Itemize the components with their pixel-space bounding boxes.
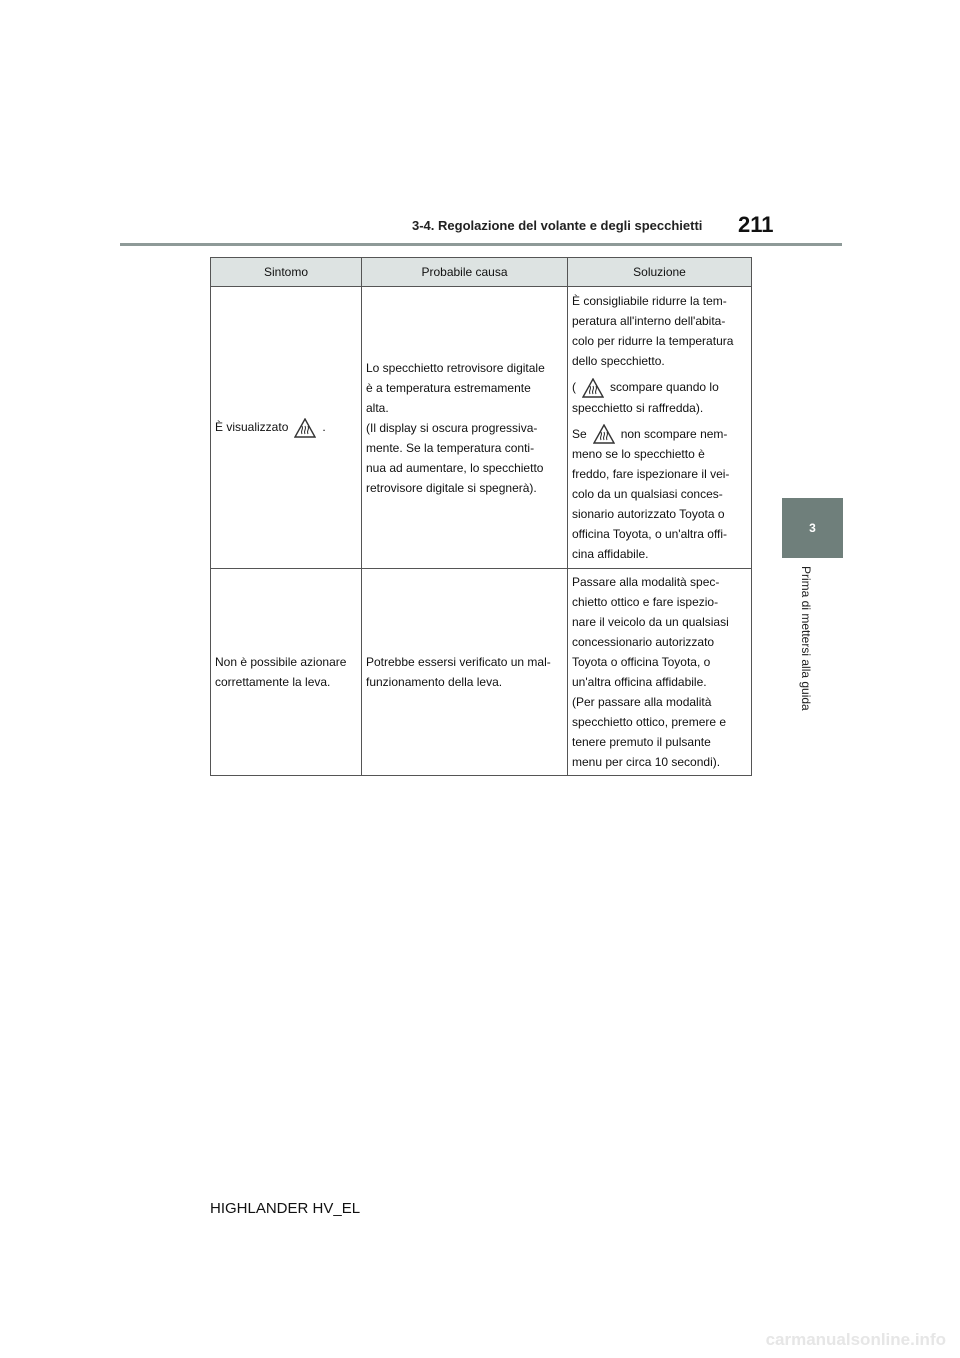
header-symptom: Sintomo [211,258,362,287]
symptom-cell [211,569,362,776]
solution-cell [568,569,752,776]
solution-line: meno se lo specchietto è [572,447,705,462]
symptom-cell [211,287,362,569]
troubleshooting-table [210,257,752,776]
mirror-overheat-warning-icon [582,378,604,398]
solution-line: colo da un qualsiasi conces- [572,487,723,502]
cause-line: mente. Se la temperatura conti- [366,440,535,455]
page-number: 211 [738,212,774,237]
footer-model: HIGHLANDER HV_EL [210,1200,361,1217]
solution-line: specchietto si raffredda). [572,400,704,415]
cause-line: alta. [366,400,389,415]
symptom-text: È visualizzato [215,420,289,435]
cause-line: (Il display si oscura progressiva- [366,420,538,435]
cause-cell [362,287,568,569]
solution-if [572,424,747,445]
mirror-overheat-warning-icon [294,418,316,438]
paren-open: ( [572,379,576,394]
solution-line: un'altra officina affidabile. [572,675,707,689]
cause-line: funzionamento della leva. [366,675,503,689]
symptom-line: correttamente la leva. [215,675,331,689]
cause-line: nua ad aumentare, lo specchietto [366,460,544,475]
solution-line: cina affidabile. [572,547,649,562]
solution-line: dello specchietto. [572,353,665,368]
cause-line: è a temperatura estremamente [366,380,531,395]
solution-line: peratura all'interno dell'abita- [572,313,726,328]
solution-line: specchietto ottico, premere e [572,715,727,729]
symptom-period: . [322,420,326,435]
mirror-overheat-warning-icon [593,424,615,444]
solution-line: È consigliabile ridurre la tem- [572,293,727,308]
cause-line: Potrebbe essersi verificato un mal- [366,655,551,669]
solution-line: Toyota o officina Toyota, o [572,655,711,669]
table-header-row [211,258,752,287]
solution-line: Passare alla modalità spec- [572,575,720,589]
cause-cell [362,569,568,776]
chapter-tab [782,498,843,558]
table-row [211,569,752,776]
section-title: 3-4. Regolazione del volante e degli specchietti [412,218,703,233]
chapter-title: Prima di mettersi alla guida [799,566,813,711]
solution-line: officina Toyota, o un'altra offi- [572,527,728,542]
solution-if-post: non scompare nem- [620,426,728,441]
header-rule [120,243,842,246]
solution-line: (Per passare alla modalità [572,695,712,709]
cause-line: Lo specchietto retrovisore digitale [366,360,545,375]
solution-line: nare il veicolo da un qualsiasi [572,615,729,629]
table-row [211,287,752,569]
solution-line: menu per circa 10 secondi). [572,755,721,769]
header-solution: Soluzione [568,258,752,287]
solution-line: freddo, fare ispezionare il vei- [572,467,730,482]
solution-line: chietto ottico e fare ispezio- [572,595,719,609]
cause-line: retrovisore digitale si spegnerà). [366,480,537,495]
solution-line: colo per ridurre la temperatura [572,333,734,348]
header-cause: Probabile causa [362,258,568,287]
symptom-line: Non è possibile azionare [215,655,347,669]
solution-note [572,377,747,398]
solution-if-pre: Se [572,426,587,441]
watermark: carmanualsonline.info [765,1330,946,1349]
solution-note-text: scompare quando lo [610,379,719,394]
solution-cell [568,287,752,569]
chapter-number: 3 [809,521,816,535]
solution-line: sionario autorizzato Toyota o [572,507,725,522]
solution-line: concessionario autorizzato [572,635,715,649]
solution-line: tenere premuto il pulsante [572,735,711,749]
